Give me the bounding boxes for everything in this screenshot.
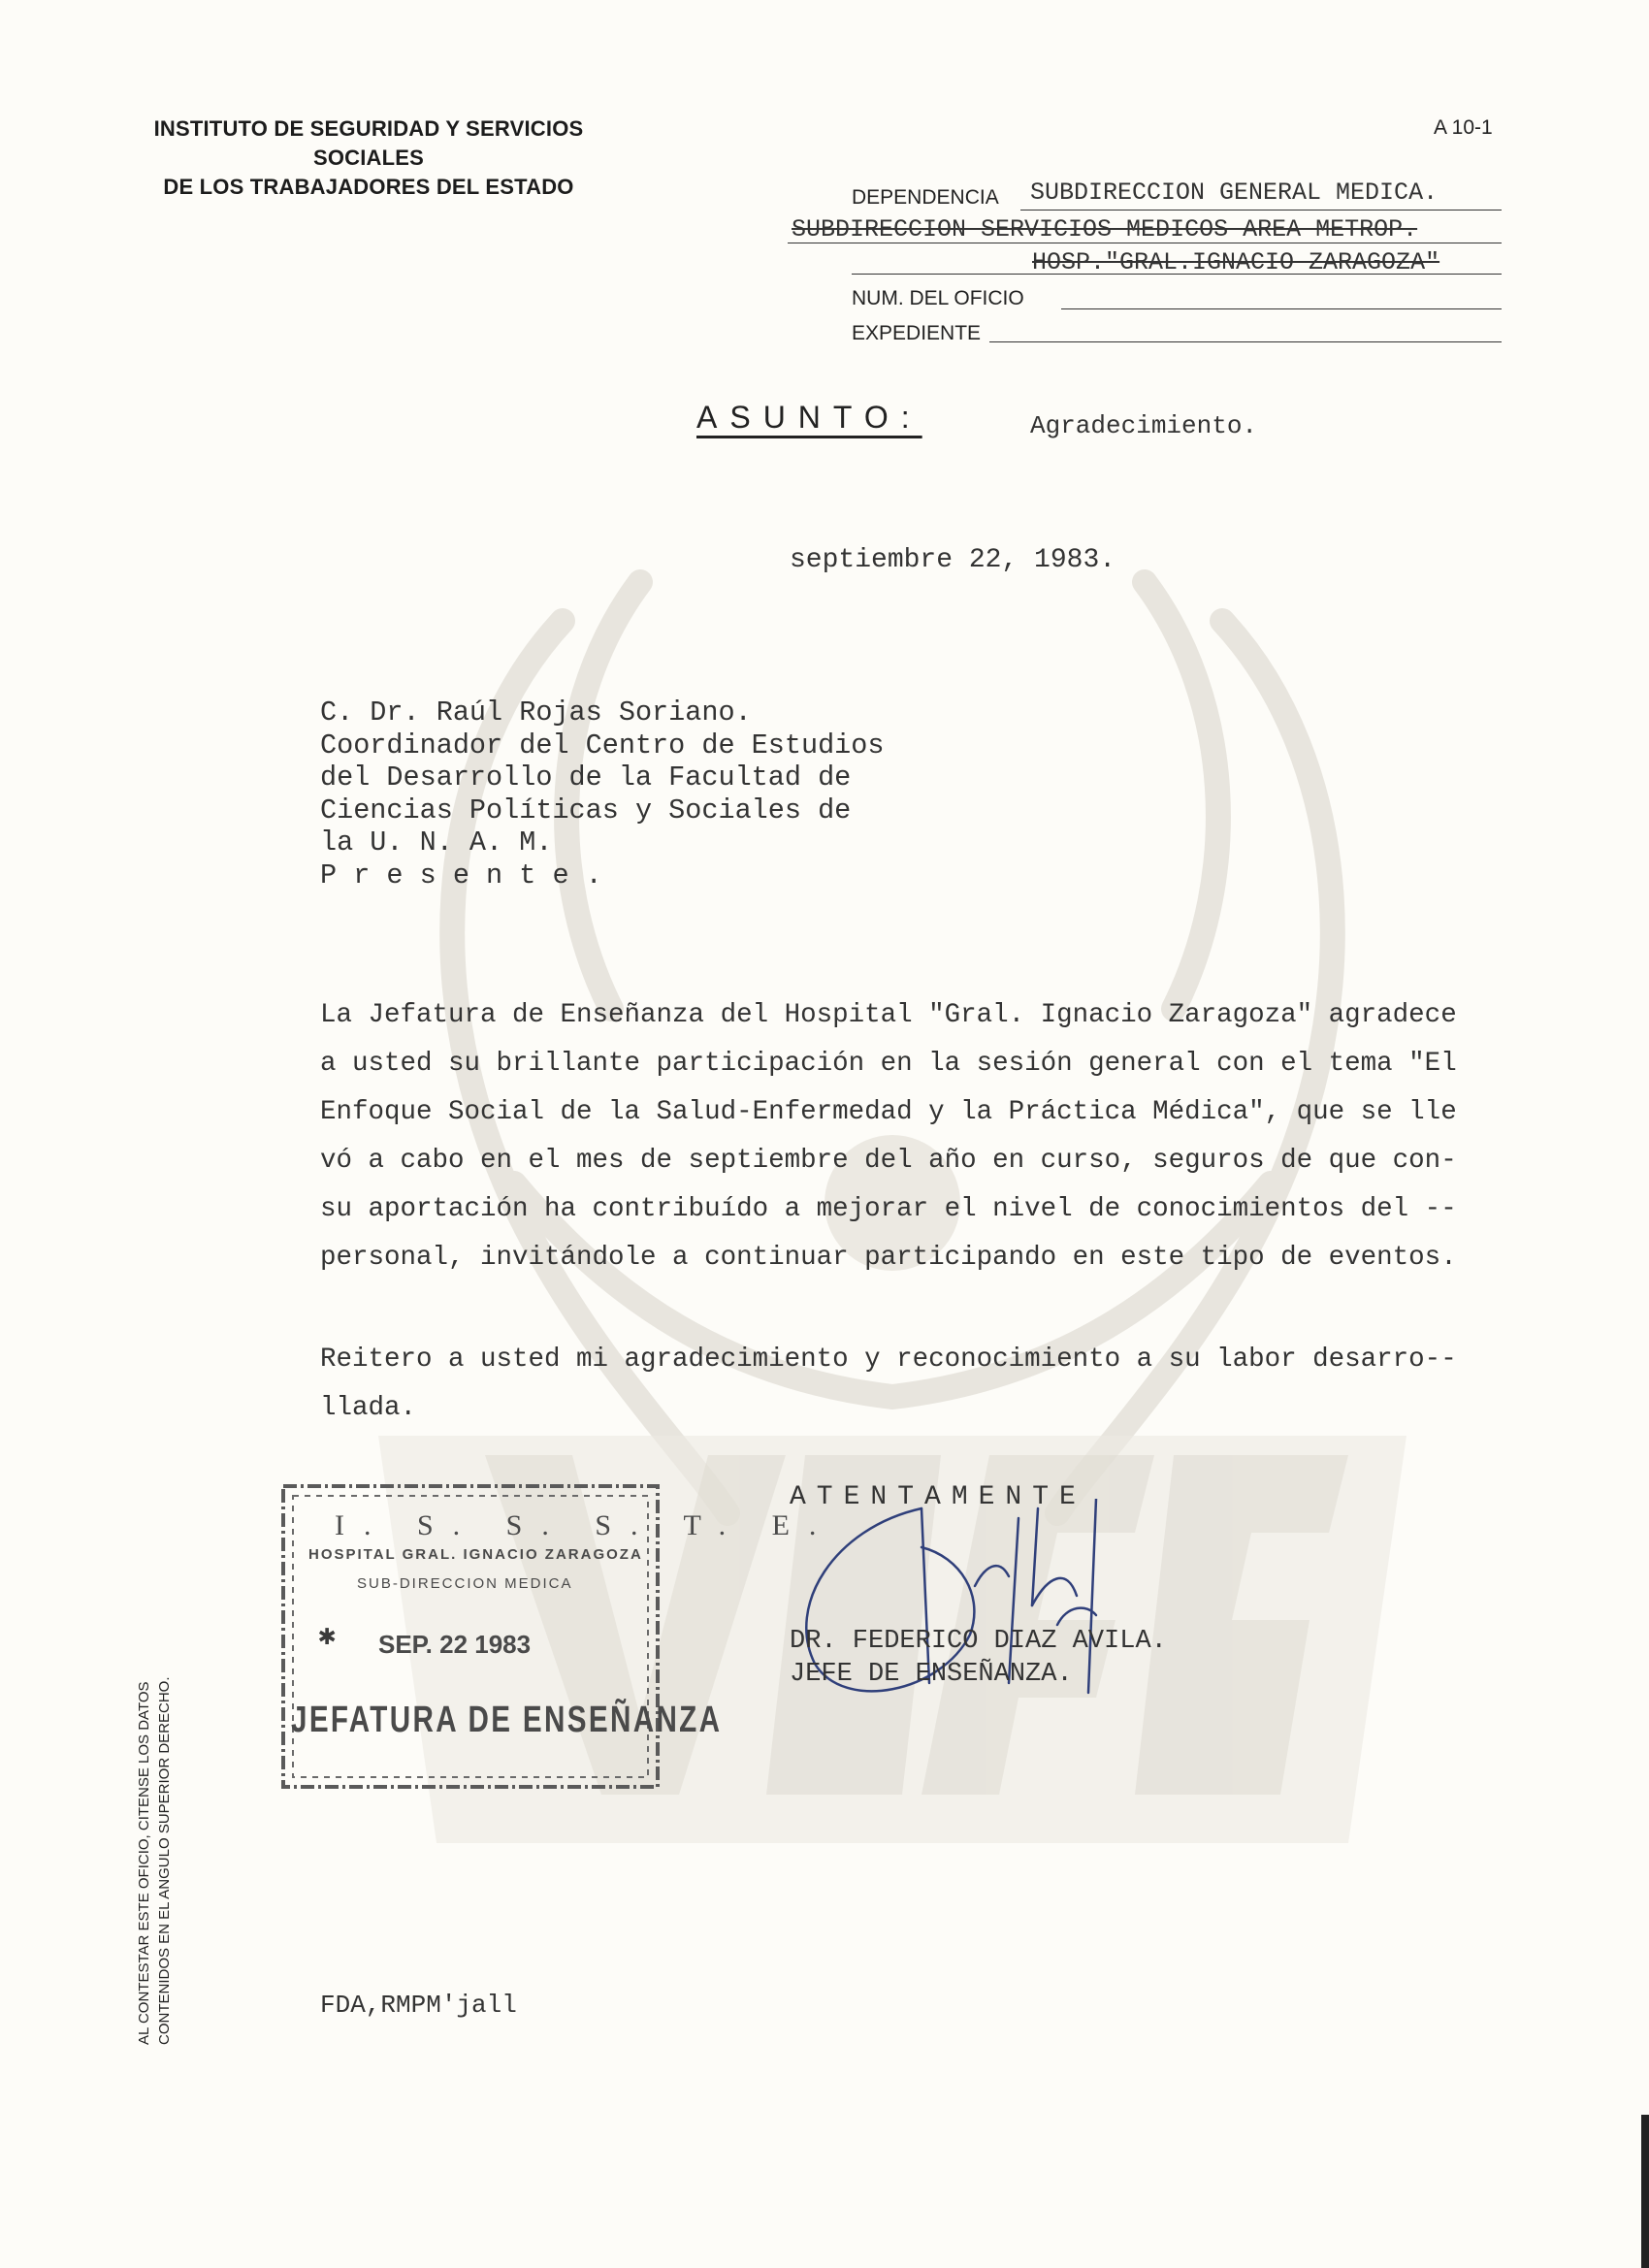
body-line: Reitero a usted mi agradecimiento y reconocimiento a su labor desarro-- xyxy=(320,1345,1457,1375)
stamp-date: SEP. 22 1983 xyxy=(378,1630,532,1659)
stamp-line-3: SUB-DIRECCION MEDICA xyxy=(357,1575,573,1592)
recipient-line: P r e s e n t e . xyxy=(320,859,602,891)
num-oficio-label: NUM. DEL OFICIO xyxy=(852,287,1024,309)
recipient-line: la U. N. A. M. xyxy=(320,826,553,859)
signer-title: JEFE DE ENSEÑANZA. xyxy=(790,1660,1073,1689)
recipient-address xyxy=(320,697,885,891)
side-note xyxy=(134,1676,175,2045)
recipient-line: del Desarrollo de la Facultad de xyxy=(320,761,852,794)
closing-salutation: ATENTAMENTE xyxy=(790,1482,1086,1512)
body-line: personal, invitándole a continuar participando en este tipo de eventos. xyxy=(320,1243,1457,1273)
body-paragraph-1 xyxy=(320,991,1457,1282)
subject-value: Agradecimiento. xyxy=(1030,411,1258,440)
subject-label: ASUNTO: xyxy=(696,400,922,435)
signer-name: DR. FEDERICO DIAZ AVILA. xyxy=(790,1627,1167,1656)
scan-edge-shadow xyxy=(1641,2115,1649,2268)
body-paragraph-2 xyxy=(320,1336,1457,1433)
dependencia-value-2: SUBDIRECCION SERVICIOS MEDICOS AREA METROP. xyxy=(792,215,1418,243)
side-note-line-2: CONTENIDOS EN EL ANGULO SUPERIOR DERECHO. xyxy=(156,1676,173,2045)
reference-initials: FDA,RMPM'jall xyxy=(320,1991,517,2020)
body-line: Enfoque Social de la Salud-Enfermedad y la Práctica Médica", que se lle xyxy=(320,1097,1457,1127)
recipient-line: C. Dr. Raúl Rojas Soriano. xyxy=(320,697,752,729)
stamp-line-2: HOSPITAL GRAL. IGNACIO ZARAGOZA xyxy=(308,1546,643,1563)
letter-date: septiembre 22, 1983. xyxy=(790,545,1116,575)
stamp-line-1: I. S. S. S. T. E. xyxy=(335,1509,836,1541)
expediente-label: EXPEDIENTE xyxy=(852,322,982,344)
dependencia-line xyxy=(1020,210,1502,211)
body-line: su aportación ha contribuído a mejorar el nivel de conocimientos del -- xyxy=(320,1194,1457,1224)
dependencia-value: SUBDIRECCION GENERAL MEDICA. xyxy=(1030,178,1439,207)
expediente-line xyxy=(989,341,1502,342)
side-note-line-1: AL CONTESTAR ESTE OFICIO, CITENSE LOS DATOS xyxy=(136,1681,152,2045)
institution-name xyxy=(116,114,621,202)
form-code: A 10-1 xyxy=(1434,116,1493,139)
dependencia-label: DEPENDENCIA xyxy=(852,186,999,209)
stamp-line-5: JEFATURA DE ENSEÑANZA xyxy=(291,1700,723,1740)
signer-block xyxy=(790,1625,1167,1691)
body-line: llada. xyxy=(320,1393,417,1423)
institution-line-1: INSTITUTO DE SEGURIDAD Y SERVICIOS SOCIALES xyxy=(153,116,584,170)
dependencia-value-3: HOSP."GRAL.IGNACIO ZARAGOZA" xyxy=(1032,248,1440,276)
institution-line-2: DE LOS TRABAJADORES DEL ESTADO xyxy=(163,175,574,199)
num-oficio-line xyxy=(1061,308,1502,309)
body-line: vó a cabo en el mes de septiembre del año en curso, seguros de que con- xyxy=(320,1146,1457,1176)
star-icon: ✱ xyxy=(318,1621,337,1654)
body-line: a usted su brillante participación en la sesión general con el tema "El xyxy=(320,1049,1457,1079)
recipient-line: Ciencias Políticas y Sociales de xyxy=(320,794,852,826)
body-line: La Jefatura de Enseñanza del Hospital "Gral. Ignacio Zaragoza" agradece xyxy=(320,1000,1457,1030)
recipient-line: Coordinador del Centro de Estudios xyxy=(320,729,885,761)
